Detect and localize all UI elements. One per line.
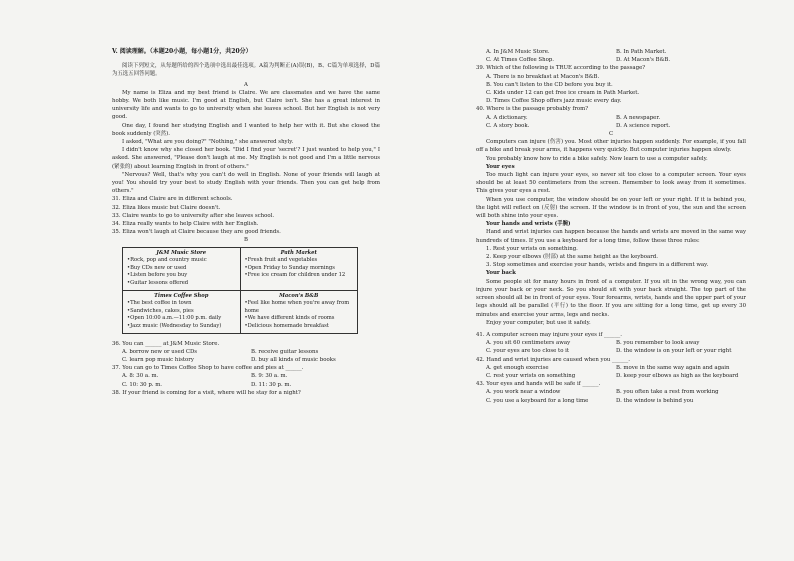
ad-item: • Listen before you buy: [127, 272, 236, 280]
passage-a-paragraph: I asked, "What are you doing?" "Nothing," she answered shyly.: [122, 139, 294, 146]
rule-1: 1. Rest your wrists on something.: [486, 245, 578, 252]
ad-item: • Fresh fruit and vegetables: [245, 257, 354, 265]
passage-a-paragraph: "Nervous? Well, that's why you can't do well in English. None of your friends will laugh at you! You should try your best to study English with your friends. Then you can get help from others.": [112, 171, 380, 195]
option-d: D. the window is on your left or your right: [616, 348, 732, 355]
question-37: 37. You can go to Times Coffee Shop to have coffee and pies at ______.: [112, 365, 304, 372]
option-a: A. borrow new or used CDs: [122, 348, 198, 355]
option-c: C. you use a keyboard for a long time: [486, 397, 589, 404]
ad-macons-bnb: [240, 290, 358, 333]
question-39: 39. Which of the following is TRUE according to the passage?: [476, 65, 646, 72]
ad-item: • Guitar lessons offered: [127, 280, 236, 288]
option-c: C. learn pop music history: [122, 357, 194, 364]
option-d: D. the window is behind you: [616, 397, 694, 404]
left-column: [112, 48, 380, 397]
section-heading-eyes: Your eyes: [486, 163, 515, 170]
option-b: B. A newspaper.: [616, 114, 661, 121]
option-b: B. you often take a rest from working: [616, 389, 719, 396]
ad-item: • Buy CDs new or used: [127, 265, 236, 273]
question-40-options: [476, 114, 746, 130]
ad-title: Macon's B&B: [279, 292, 319, 299]
ad-item: • Free ice cream for children under 12: [245, 272, 354, 280]
section-instructions: 阅读下列短文，从每题所给的四个选项中选出最佳选项。A篇为判断正(A)误(B)，B、C篇为单项选择，D篇为五选五回答问题。: [112, 63, 380, 78]
ad-item: • Rock, pop and country music: [127, 257, 236, 265]
option-a: A. you work near a window: [486, 389, 561, 396]
passage-c-paragraph: Too much light can injure your eyes, so never sit too close to a computer screen. Your eyes should be at least 50 centimeters from the screen. Remember to look away from it sometimes. This gives your eyes a rest.: [476, 172, 746, 195]
option-d: D. keep your elbows as high as the keyboard: [616, 372, 739, 379]
option-b: B. receive guitar lessons: [251, 348, 319, 355]
passage-c-paragraph: Some people sit for many hours in front of a computer. If you sit in the wrong way, you can injure your back or your neck. So you should sit with your back straight. The top part of the screen should all be in front of your eyes. Your forearms, wrists, hands and the upper part of your legs should all be parallel (平行) to the floor. If you are sitting for a long time, get up every 30 minutes and exercise your arms, legs and necks.: [476, 278, 746, 318]
ad-item: • The best coffee in town: [127, 300, 236, 308]
option-a: A. get enough exercise: [486, 364, 549, 371]
option-c: C. A story book.: [486, 122, 530, 129]
ad-item: • Open Friday to Sunday mornings: [245, 265, 354, 273]
question-31: 31. Eliza and Claire are in different schools.: [112, 196, 233, 203]
option-c: C. Kids under 12 can get free ice cream in Path Market.: [486, 90, 640, 97]
question-38: 38. If your friend is coming for a visit, where will he stay for a night?: [112, 389, 301, 396]
option-d: D. 11: 30 p. m.: [251, 381, 292, 388]
passage-a-label: A: [244, 81, 248, 88]
option-b: B. move in the same way again and again: [616, 364, 730, 371]
passage-a-paragraph: One day, I found her studying English and I wanted to help her with it. But she closed the book suddenly (突然).: [112, 122, 380, 137]
question-42-options: [476, 364, 746, 380]
rule-2: 2. Keep your elbows (肘部) at the same height as the keyboard.: [486, 254, 658, 261]
question-35: 35. Eliza won't laugh at Claire because they are good friends.: [112, 229, 281, 236]
option-c: C. rest your wrists on something: [486, 372, 576, 379]
ad-title: Path Market: [280, 249, 317, 256]
option-d: D. A science report.: [616, 122, 671, 129]
passage-b-label: B: [244, 237, 248, 244]
section-heading-back: Your back: [486, 270, 516, 277]
passage-a-paragraph: I didn't know why she closed her book. "Did I find your 'secret'? I just wanted to help you," I asked. She answered, "Please don't laugh at me. My English is not good and I'm a little nervous (紧张的) about learning English in front of others.": [112, 147, 380, 170]
ad-jm-music-store: [123, 247, 241, 290]
question-38-options: [476, 48, 746, 64]
ad-item: • We have different kinds of rooms: [245, 315, 354, 323]
passage-c-label: C: [608, 131, 614, 138]
question-41-options: [476, 339, 746, 355]
ad-item: • Delicious homemade breakfast: [245, 323, 354, 331]
question-41: 41. A computer screen may injure your eyes if ______.: [476, 331, 622, 338]
question-34: 34. Eliza really wants to help Claire with her English.: [112, 221, 259, 228]
ad-path-market: [240, 247, 358, 290]
ad-title: Times Coffee Shop: [154, 292, 209, 299]
question-33: 33. Claire wants to go to university after she leaves school.: [112, 212, 275, 219]
section-title: V. 阅读理解。（本题20小题，每小题1分，共20分）: [112, 48, 252, 55]
right-column: [476, 48, 746, 405]
question-40: 40. Where is the passage probably from?: [476, 106, 589, 113]
ad-item: • Jazz music (Wednesday to Sunday): [127, 323, 236, 331]
option-d: D. buy all kinds of music books: [251, 357, 336, 364]
option-a: A. 8: 30 a. m.: [122, 373, 159, 380]
passage-c-intro: You probably know how to ride a bike safely. Now learn to use a computer safely.: [486, 155, 708, 162]
passage-c-intro: Computers can injure (伤害) you. Most other injuries happen suddenly. For example, if you fall off a bike and break your arms, it happens very quickly. But computer injuries happen slowly.: [476, 139, 746, 154]
option-a: A. There is no breakfast at Macon's B&B.: [486, 73, 600, 80]
ad-item: • Open 10:00 a.m.—11:00 p.m. daily: [127, 315, 236, 323]
ads-table: [122, 247, 358, 334]
option-a: A. you sit 60 centimeters away: [486, 340, 571, 347]
ad-times-coffee-shop: [123, 290, 241, 333]
question-43: 43. Your eyes and hands will be safe if ______.: [476, 381, 601, 388]
ad-item: • Sandwiches, cakes, pies: [127, 308, 236, 316]
question-39-options: [476, 73, 746, 106]
option-b: B. In Path Market.: [616, 49, 667, 55]
passage-c-closing: Enjoy your computer, but use it safely.: [486, 319, 591, 326]
option-a: A. In J&M Music Store.: [486, 49, 550, 55]
option-b: B. You can't listen to the CD before you buy it.: [486, 81, 613, 88]
option-c: C. At Times Coffee Shop.: [486, 57, 555, 64]
question-37-options: [112, 372, 380, 388]
option-d: D. At Macon's B&B.: [616, 57, 671, 64]
option-b: B. you remember to look away: [616, 340, 700, 347]
ad-title: J&M Music Store: [156, 249, 207, 256]
option-a: A. A dictionary.: [486, 114, 528, 121]
section-heading-hands: Your hands and wrists (手腕): [486, 221, 571, 228]
question-36-options: [112, 348, 380, 364]
option-d: D. Times Coffee Shop offers jazz music every day.: [486, 98, 622, 105]
question-36: 36. You can ______ at J&M Music Store.: [112, 340, 220, 347]
option-c: C. 10: 30 p. m.: [122, 381, 163, 388]
question-32: 32. Eliza likes music but Claire doesn't.: [112, 204, 221, 211]
option-b: B. 9: 30 a. m.: [251, 373, 288, 380]
passage-c-paragraph: Hand and wrist injuries can happen because the hands and wrists are moved in the same way hundreds of times. If you use a keyboard for a long time, follow these three rules:: [476, 229, 746, 244]
question-43-options: [476, 388, 746, 404]
question-42: 42. Hand and wrist injuries are caused when you ______.: [476, 356, 630, 363]
passage-a-paragraph: My name is Eliza and my best friend is Claire. We are classmates and we have the same hobby. We both like music. I'm good at English, but Claire isn't. She has a great interest in university life and wants to go to university when she leaves school. But her English is not very good.: [112, 89, 380, 121]
passage-c-paragraph: When you use computer, the window should be on your left or your right. If it is behind you, the light will reflect on (反射) the screen. If the window is in front of you, the sun and the screen will both shine into your eyes.: [476, 196, 746, 220]
rule-3: 3. Stop sometimes and exercise your hands, wrists and fingers in a different way.: [486, 262, 709, 269]
option-c: C. your eyes are too close to it: [486, 348, 570, 355]
ad-item: • Feel like home when you're away from home: [245, 300, 354, 315]
